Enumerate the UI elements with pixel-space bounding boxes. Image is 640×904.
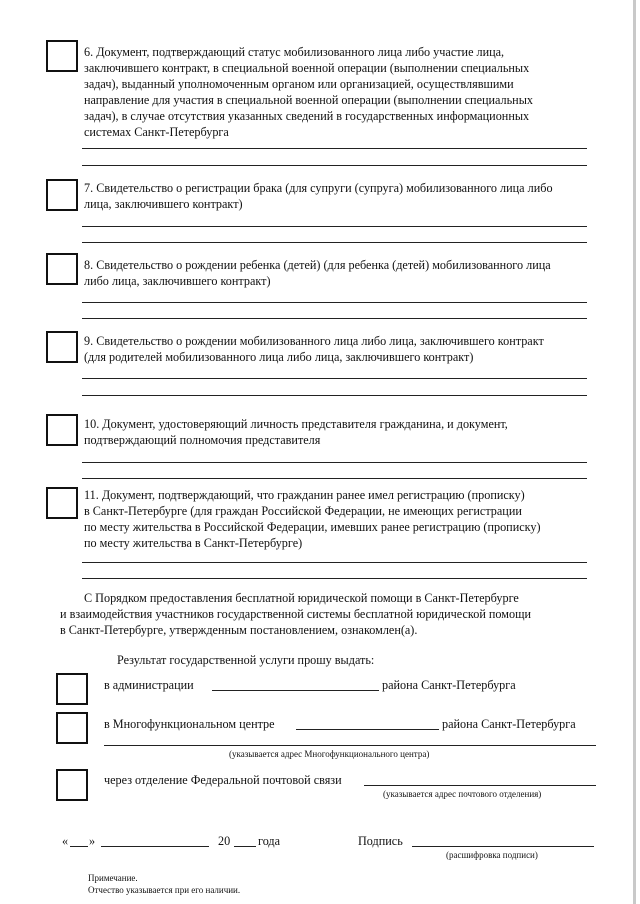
- mfc-district-field[interactable]: [296, 729, 439, 730]
- document-6-line-2[interactable]: [82, 165, 587, 166]
- document-7-text: 7. Свидетельство о регистрации брака (для супруги (супруга) мобилизованного лица либо лица, заключившего контракт): [84, 181, 553, 211]
- admin-option-label: в администрации: [104, 678, 194, 692]
- checkbox-mfc[interactable]: [56, 712, 88, 744]
- signature-caption: (расшифровка подписи): [446, 850, 538, 860]
- signature-field[interactable]: [412, 846, 594, 847]
- document-6-line-1[interactable]: [82, 148, 587, 149]
- document-9-line-2[interactable]: [82, 395, 587, 396]
- date-quote-open: «: [62, 834, 69, 848]
- document-8-line-2[interactable]: [82, 318, 587, 319]
- document-9-text: 9. Свидетельство о рождении мобилизованного лица либо лица, заключившего контракт (для родителей мобилизованного лица либо лица, заключившего контракт): [84, 334, 544, 364]
- document-10-text: 10. Документ, удостоверяющий личность представителя гражданина, и документ, подтверждающий полномочия представителя: [84, 417, 508, 447]
- post-address-caption: (указывается адрес почтового отделения): [383, 789, 542, 799]
- date-year-prefix: 20: [218, 834, 231, 848]
- document-10-line-1[interactable]: [82, 462, 587, 463]
- delivery-heading: Результат государственной услуги прошу выдать:: [117, 653, 375, 667]
- document-11-text: 11. Документ, подтверждающий, что гражданин ранее имел регистрацию (прописку) в Санкт-Петербурге (для граждан Российской Федерации, не имеющих регистрации по месту жительства в Российской Федерации, имевших ранее регистрацию (прописку) по месту жительства в Санкт-Петербурге): [84, 488, 541, 550]
- checkbox-document-9[interactable]: [46, 331, 78, 363]
- checkbox-post[interactable]: [56, 769, 88, 801]
- document-8-text: 8. Свидетельство о рождении ребенка (детей) (для ребенка (детей) мобилизованного лица либо лица, заключившего контракт): [84, 258, 551, 288]
- date-day-field[interactable]: [70, 846, 88, 847]
- signature-label: Подпись: [358, 834, 403, 848]
- document-9-line-1[interactable]: [82, 378, 587, 379]
- note-title: Примечание.: [88, 873, 138, 883]
- checkbox-document-7[interactable]: [46, 179, 78, 211]
- document-6-text: 6. Документ, подтверждающий статус мобилизованного лица либо участие лица, заключившего контракт, в специальной военной операции (выполнении специальных задач), выданный уполномоченным органом или организацией, осуществлявшими направление для участия в специальной военной операции (выполнении специальных задач), в случае отсутствия указанных сведений в государственных информационных системах Санкт-Петербурга: [84, 45, 533, 139]
- mfc-address-caption: (указывается адрес Многофункционального центра): [229, 749, 430, 759]
- document-7-line-1[interactable]: [82, 226, 587, 227]
- checkbox-admin[interactable]: [56, 673, 88, 705]
- checkbox-document-11[interactable]: [46, 487, 78, 519]
- document-11-line-1[interactable]: [82, 562, 587, 563]
- document-11-line-2[interactable]: [82, 578, 587, 579]
- mfc-option-suffix: района Санкт-Петербурга: [442, 717, 576, 731]
- date-month-field[interactable]: [101, 846, 209, 847]
- mfc-option-label: в Многофункциональном центре: [104, 717, 275, 731]
- date-year-suffix: года: [258, 834, 281, 848]
- admin-district-field[interactable]: [212, 690, 379, 691]
- document-8-line-1[interactable]: [82, 302, 587, 303]
- checkbox-document-8[interactable]: [46, 253, 78, 285]
- scan-edge: [633, 0, 636, 904]
- checkbox-document-6[interactable]: [46, 40, 78, 72]
- admin-option-suffix: района Санкт-Петербурга: [382, 678, 516, 692]
- post-address-field[interactable]: [364, 785, 596, 786]
- date-quote-close: »: [89, 834, 96, 848]
- document-7-line-2[interactable]: [82, 242, 587, 243]
- mfc-address-field[interactable]: [104, 745, 596, 746]
- note-text: Отчество указывается при его наличии.: [88, 885, 241, 895]
- consent-paragraph: С Порядком предоставления бесплатной юридической помощи в Санкт-Петербурге и взаимодействия участников государственной системы бесплатной юридической помощи в Санкт-Петербурге, утвержденным постановлением, ознакомлен(а).: [60, 591, 531, 637]
- checkbox-document-10[interactable]: [46, 414, 78, 446]
- post-option-label: через отделение Федеральной почтовой связи: [104, 773, 342, 787]
- date-year-field[interactable]: [234, 846, 256, 847]
- document-10-line-2[interactable]: [82, 478, 587, 479]
